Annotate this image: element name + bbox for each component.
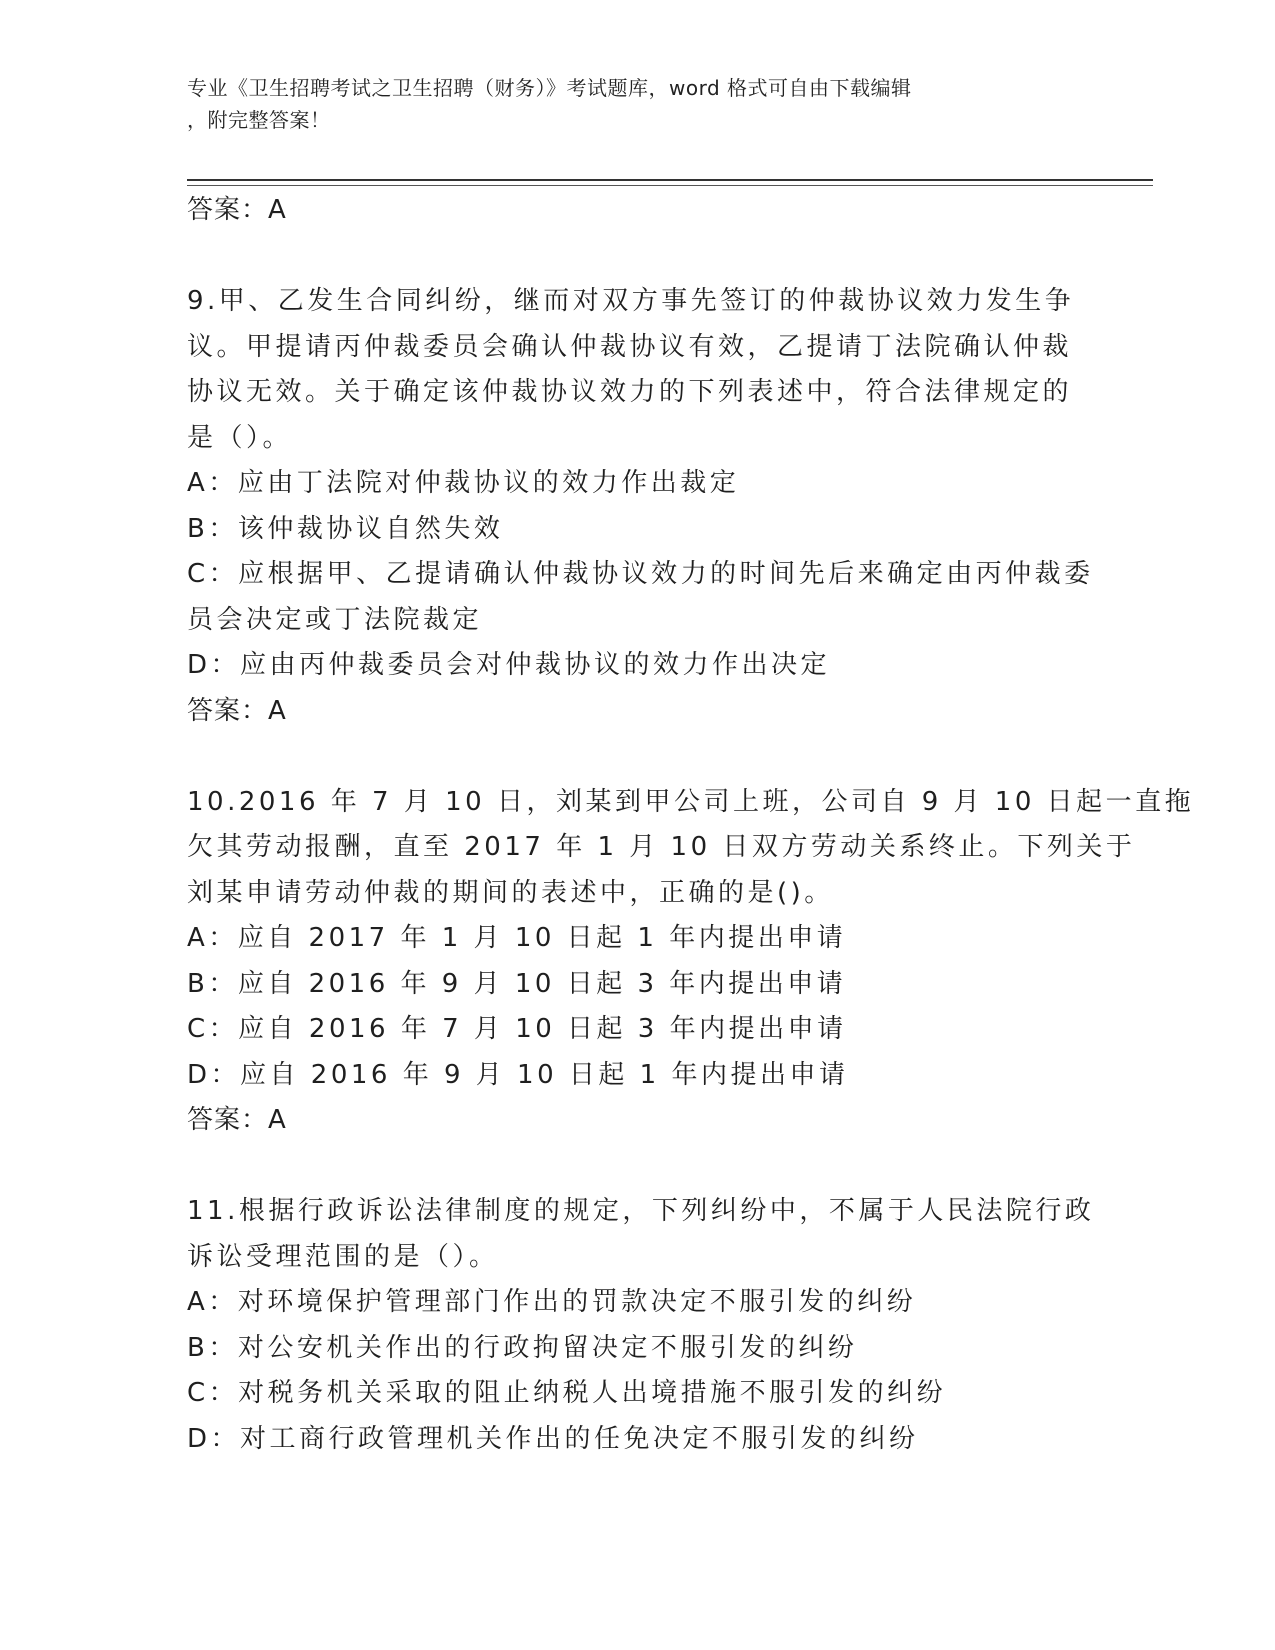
question-block xyxy=(187,780,1195,1144)
question-block xyxy=(187,1189,1095,1462)
header-divider-thick xyxy=(187,179,1153,181)
option-a: A：应自 2017 年 1 月 10 日起 1 年内提出申请 xyxy=(187,923,847,953)
header-line-1: 专业《卫生招聘考试之卫生招聘（财务）》考试题库，word 格式可自由下载编辑 xyxy=(187,76,912,100)
option-c: C：应自 2016 年 7 月 10 日起 3 年内提出申请 xyxy=(187,1014,847,1044)
document-header xyxy=(187,72,1087,136)
question-text-line: 协议无效。关于确定该仲裁协议效力的下列表述中，符合法律规定的 xyxy=(187,377,1073,407)
option-d: D：应自 2016 年 9 月 10 日起 1 年内提出申请 xyxy=(187,1059,849,1090)
option-d: D：应由丙仲裁委员会对仲裁协议的效力作出决定 xyxy=(187,650,831,680)
header-line-2: ，附完整答案！ xyxy=(187,108,331,132)
question-text-line: 诉讼受理范围的是（）。 xyxy=(187,1241,499,1272)
question-text-line: 10.2016 年 7 月 10 日，刘某到甲公司上班，公司自 9 月 10 日起一直拖 xyxy=(187,786,1195,817)
option-a: A：对环境保护管理部门作出的罚款决定不服引发的纠纷 xyxy=(187,1287,917,1317)
question-text-line: 是（）。 xyxy=(187,422,293,453)
option-b: B：该仲裁协议自然失效 xyxy=(187,513,504,544)
option-d: D：对工商行政管理机关作出的任免决定不服引发的纠纷 xyxy=(187,1423,919,1454)
spacer xyxy=(187,734,1087,780)
spacer xyxy=(187,234,1087,280)
question-text-line: 议。甲提请丙仲裁委员会确认仲裁协议有效，乙提请丁法院确认仲裁 xyxy=(187,331,1073,362)
option-c-continued: 员会决定或丁法院裁定 xyxy=(187,604,483,635)
spacer xyxy=(187,1144,1087,1190)
option-c: C：应根据甲、乙提请确认仲裁协议效力的时间先后来确定由丙仲裁委 xyxy=(187,559,1094,589)
answer-label: 答案：A xyxy=(187,195,287,225)
document-body xyxy=(187,188,1195,1462)
question-text-line: 11.根据行政诉讼法律制度的规定，下列纠纷中，不属于人民法院行政 xyxy=(187,1196,1095,1226)
option-b: B：对公安机关作出的行政拘留决定不服引发的纠纷 xyxy=(187,1332,858,1363)
header-divider-thin xyxy=(187,185,1153,186)
option-a: A：应由丁法院对仲裁协议的效力作出裁定 xyxy=(187,468,740,498)
answer-label: 答案：A xyxy=(187,695,287,726)
option-c: C：对税务机关采取的阻止纳税人出境措施不服引发的纠纷 xyxy=(187,1378,947,1408)
question-text-line: 9.甲、乙发生合同纠纷，继而对双方事先签订的仲裁协议效力发生争 xyxy=(187,286,1075,316)
option-b: B：应自 2016 年 9 月 10 日起 3 年内提出申请 xyxy=(187,968,847,999)
question-text-line: 刘某申请劳动仲裁的期间的表述中，正确的是()。 xyxy=(187,877,834,908)
answer-label: 答案：A xyxy=(187,1105,287,1135)
question-block xyxy=(187,279,1094,734)
question-text-line: 欠其劳动报酬，直至 2017 年 1 月 10 日双方劳动关系终止。下列关于 xyxy=(187,832,1136,862)
